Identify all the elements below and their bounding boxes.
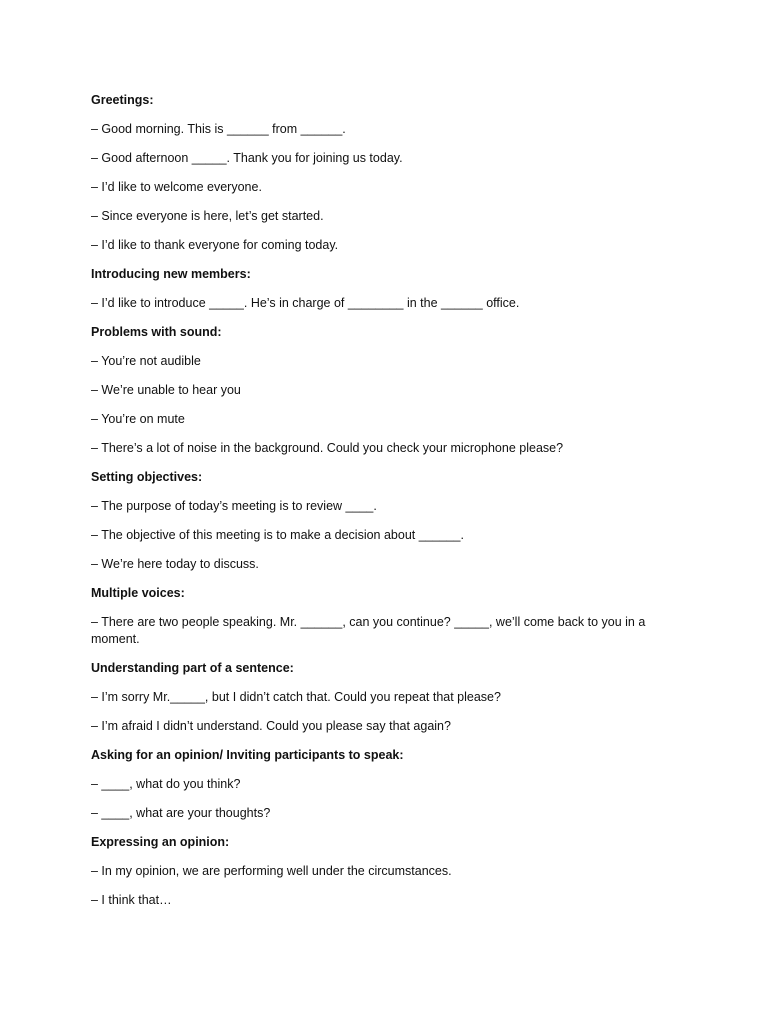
section-heading-asking-for-an-opinion: Asking for an opinion/ Inviting participants to speak: xyxy=(91,748,404,762)
section-heading-expressing-an-opinion: Expressing an opinion: xyxy=(91,835,230,849)
phrase-line: – Good morning. This is ______ from ______. xyxy=(91,122,346,136)
phrase-line: – I think that… xyxy=(91,893,172,907)
phrase-line: – I’d like to thank everyone for coming today. xyxy=(91,238,339,252)
phrase-line: – In my opinion, we are performing well under the circumstances. xyxy=(91,864,452,878)
phrase-line: – You’re on mute xyxy=(91,412,185,426)
section-heading-understanding-part-of-a-sentence: Understanding part of a sentence: xyxy=(91,661,294,675)
phrase-line: – The purpose of today’s meeting is to review ____. xyxy=(91,499,377,513)
phrase-line: – I’d like to welcome everyone. xyxy=(91,180,262,194)
phrase-line: – I’d like to introduce _____. He’s in charge of ________ in the ______ office. xyxy=(91,296,520,310)
phrase-line: – ____, what are your thoughts? xyxy=(91,806,271,820)
phrase-line: – There’s a lot of noise in the background. Could you check your microphone please? xyxy=(91,441,564,455)
phrase-line: – The objective of this meeting is to make a decision about ______. xyxy=(91,528,464,542)
document-body xyxy=(91,92,671,921)
section-heading-greetings: Greetings: xyxy=(91,93,154,107)
section-heading-multiple-voices: Multiple voices: xyxy=(91,586,185,600)
phrase-line: – I’m afraid I didn’t understand. Could you please say that again? xyxy=(91,719,451,733)
phrase-line: – There are two people speaking. Mr. ______, can you continue? _____, we’ll come back to you in a moment. xyxy=(91,615,646,646)
phrase-line: – You’re not audible xyxy=(91,354,201,368)
phrase-line: – Since everyone is here, let’s get started. xyxy=(91,209,324,223)
phrase-line: – We’re here today to discuss. xyxy=(91,557,259,571)
section-heading-problems-with-sound: Problems with sound: xyxy=(91,325,222,339)
phrase-line: – Good afternoon _____. Thank you for joining us today. xyxy=(91,151,403,165)
phrase-line: – We’re unable to hear you xyxy=(91,383,241,397)
phrase-line: – I’m sorry Mr._____, but I didn’t catch that. Could you repeat that please? xyxy=(91,690,501,704)
section-heading-introducing-new-members: Introducing new members: xyxy=(91,267,251,281)
section-heading-setting-objectives: Setting objectives: xyxy=(91,470,203,484)
phrase-line: – ____, what do you think? xyxy=(91,777,241,791)
